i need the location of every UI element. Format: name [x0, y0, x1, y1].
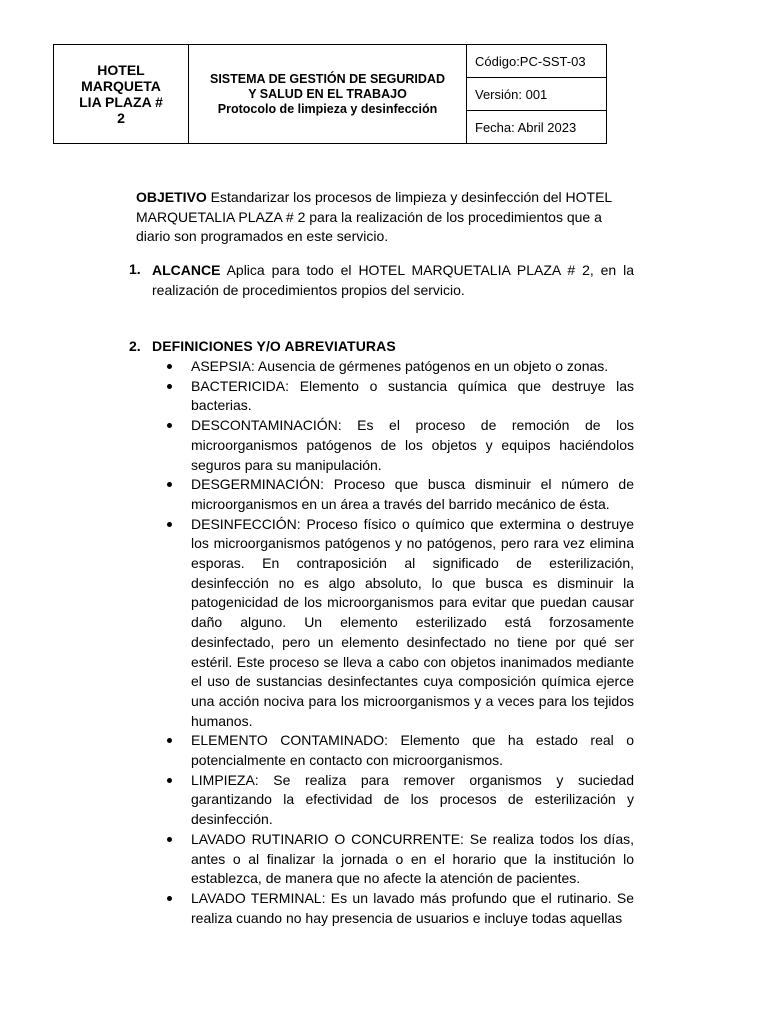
definition-item: DESINFECCIÓN: Proceso físico o químico que extermina o destruye los microorganismos patógenos y no patógenos, pero rara vez elimina esporas. En contraposición al significado de esterilización, desinfección no es algo absoluto, lo que busca es disminuir la patogenicidad de los microorganismos para evitar que puedan causar daño alguno. Un elemento esterilizado está forzosamente desinfectado, pero un elemento desinfectado no tiene por qué ser estéril. Este proceso se lleva a cabo con objetos inanimados mediante el uso de sustancias desinfectantes cuya composición química ejerce una acción nociva para los microorganismos y a veces para los tejidos humanos.: [162, 515, 634, 732]
document-code: Código:PC-SST-03: [467, 45, 607, 78]
system-title-cell: [189, 45, 467, 144]
definition-item: LAVADO TERMINAL: Es un lavado más profundo que el rutinario. Se realiza cuando no hay presencia de usuarios e incluye todas aquellas: [162, 889, 634, 928]
definiciones-number: 2.: [129, 338, 141, 354]
hotel-name-line: HOTEL: [97, 62, 145, 78]
definition-item: LAVADO RUTINARIO O CONCURRENTE: Se realiza todos los días, antes o al finalizar la jornada o en el horario que la institución lo establezca, de manera que no afecte la atención de pacientes.: [162, 830, 634, 889]
definition-item: ASEPSIA: Ausencia de gérmenes patógenos en un objeto o zonas.: [162, 357, 634, 377]
objetivo-text: Estandarizar los procesos de limpieza y desinfección del HOTEL MARQUETALIA PLAZA # 2 para la realización de los procedimientos que a diario son programados en este servicio.: [136, 189, 612, 244]
definition-item: ELEMENTO CONTAMINADO: Elemento que ha estado real o potencialmente en contacto con microorganismos.: [162, 731, 634, 770]
protocol-title: Protocolo de limpieza y desinfección: [217, 101, 438, 116]
definition-item: DESCONTAMINACIÓN: Es el proceso de remoción de los microorganismos patógenos de los objetos y equipos haciéndolos seguros para su manipulación.: [162, 416, 634, 475]
alcance-number: 1.: [129, 261, 141, 277]
definition-item: BACTERICIDA: Elemento o sustancia química que destruye las bacterias.: [162, 377, 634, 416]
definition-item: DESGERMINACIÓN: Proceso que busca disminuir el número de microorganismos en un área a través del barrido mecánico de ésta.: [162, 475, 634, 514]
hotel-name-line: MARQUETA: [81, 78, 161, 94]
system-title-line: Y SALUD EN EL TRABAJO: [248, 86, 407, 101]
system-title-line: SISTEMA DE GESTIÓN DE SEGURIDAD: [210, 71, 445, 86]
document-date: Fecha: Abril 2023: [467, 111, 607, 144]
objetivo-paragraph: [136, 188, 636, 247]
alcance-paragraph: [152, 261, 634, 300]
document-header-table: [53, 44, 607, 144]
hotel-name-line: 2: [117, 110, 125, 126]
alcance-label: ALCANCE: [152, 262, 221, 278]
hotel-name-cell: [54, 45, 189, 144]
definitions-list: [162, 357, 634, 928]
document-version: Versión: 001: [467, 78, 607, 111]
hotel-name-line: LIA PLAZA #: [79, 94, 163, 110]
alcance-text: Aplica para todo el HOTEL MARQUETALIA PLAZA # 2, en la realización de procedimientos propios del servicio.: [152, 262, 634, 298]
definiciones-title: DEFINICIONES Y/O ABREVIATURAS: [152, 338, 396, 354]
objetivo-label: OBJETIVO: [136, 189, 207, 205]
definition-item: LIMPIEZA: Se realiza para remover organismos y suciedad garantizando la efectividad de los procesos de esterilización y desinfección.: [162, 771, 634, 830]
